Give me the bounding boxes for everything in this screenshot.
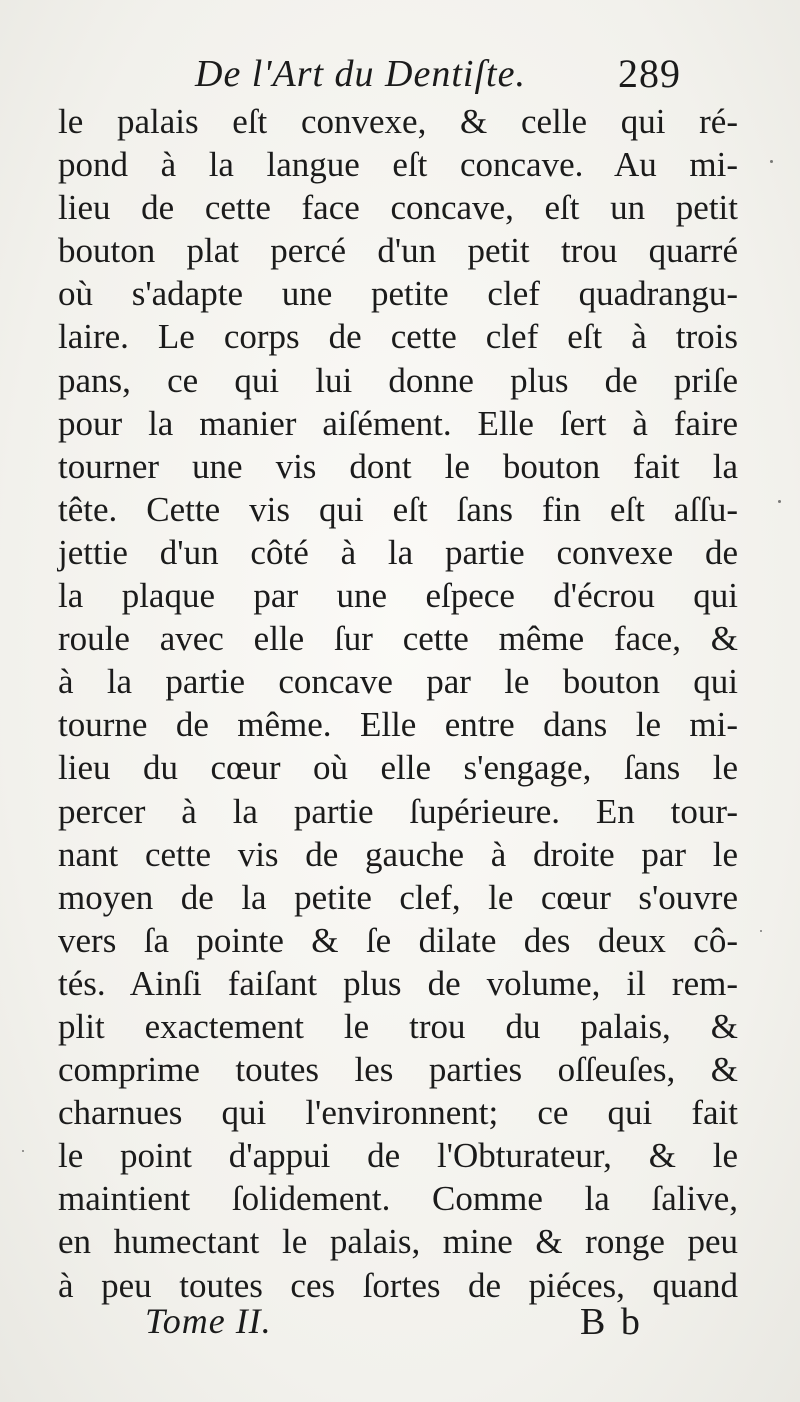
page-number: 289 (618, 51, 681, 96)
ink-speck (770, 160, 773, 163)
text-line: vers ſa pointe & ſe dilate des deux cô- (58, 920, 738, 960)
text-line: tourne de même. Elle entre dans le mi- (58, 705, 738, 745)
text-line: jettie d'un côté à la partie convexe de (58, 532, 738, 572)
text-line: lieu du cœur où elle s'engage, ſans le (58, 748, 738, 788)
text-line: moyen de la petite clef, le cœur s'ouvre (58, 877, 738, 917)
ink-speck (22, 1150, 24, 1152)
text-line: maintient ſolidement. Comme la ſalive, (58, 1179, 738, 1219)
text-line: roule avec elle ſur cette même face, & (58, 619, 738, 659)
text-line: charnues qui l'environnent; ce qui fait (58, 1093, 738, 1133)
text-line: à peu toutes ces ſortes de piéces, quand (58, 1265, 738, 1305)
ink-speck (760, 930, 762, 932)
signature-mark: B b (580, 1301, 643, 1343)
text-line: tête. Cette vis qui eſt ſans fin eſt aſſu- (58, 489, 738, 529)
page-footer (0, 1300, 800, 1360)
text-line: tourner une vis dont le bouton fait la (58, 446, 738, 486)
text-line: la plaque par une eſpece d'écrou qui (58, 576, 738, 616)
text-line: nant cette vis de gauche à droite par le (58, 834, 738, 874)
text-line: bouton plat percé d'un petit trou quarré (58, 231, 738, 271)
ink-speck (778, 500, 781, 503)
text-line: pour la manier aiſément. Elle ſert à faire (58, 403, 738, 443)
text-line: tés. Ainſi faiſant plus de volume, il rem- (58, 963, 738, 1003)
text-line: plit exactement le trou du palais, & (58, 1006, 738, 1046)
text-line: comprime toutes les parties oſſeuſes, & (58, 1050, 738, 1090)
text-line: lieu de cette face concave, eſt un petit (58, 188, 738, 228)
text-line: où s'adapte une petite clef quadrangu- (58, 274, 738, 314)
body-text (58, 100, 738, 1307)
text-line: en humectant le palais, mine & ronge peu (58, 1222, 738, 1262)
text-line: à la partie concave par le bouton qui (58, 662, 738, 702)
text-line: percer à la partie ſupérieure. En tour- (58, 791, 738, 831)
text-line: pond à la langue eſt concave. Au mi- (58, 145, 738, 185)
text-line: pans, ce qui lui donne plus de priſe (58, 360, 738, 400)
running-title: De l'Art du Dentiſte. (195, 53, 526, 95)
text-line: le point d'appui de l'Obturateur, & le (58, 1136, 738, 1176)
text-line: le palais eſt convexe, & celle qui ré- (58, 102, 738, 141)
text-line: laire. Le corps de cette clef eſt à trois (58, 317, 738, 357)
volume-label: Tome II. (145, 1301, 272, 1341)
